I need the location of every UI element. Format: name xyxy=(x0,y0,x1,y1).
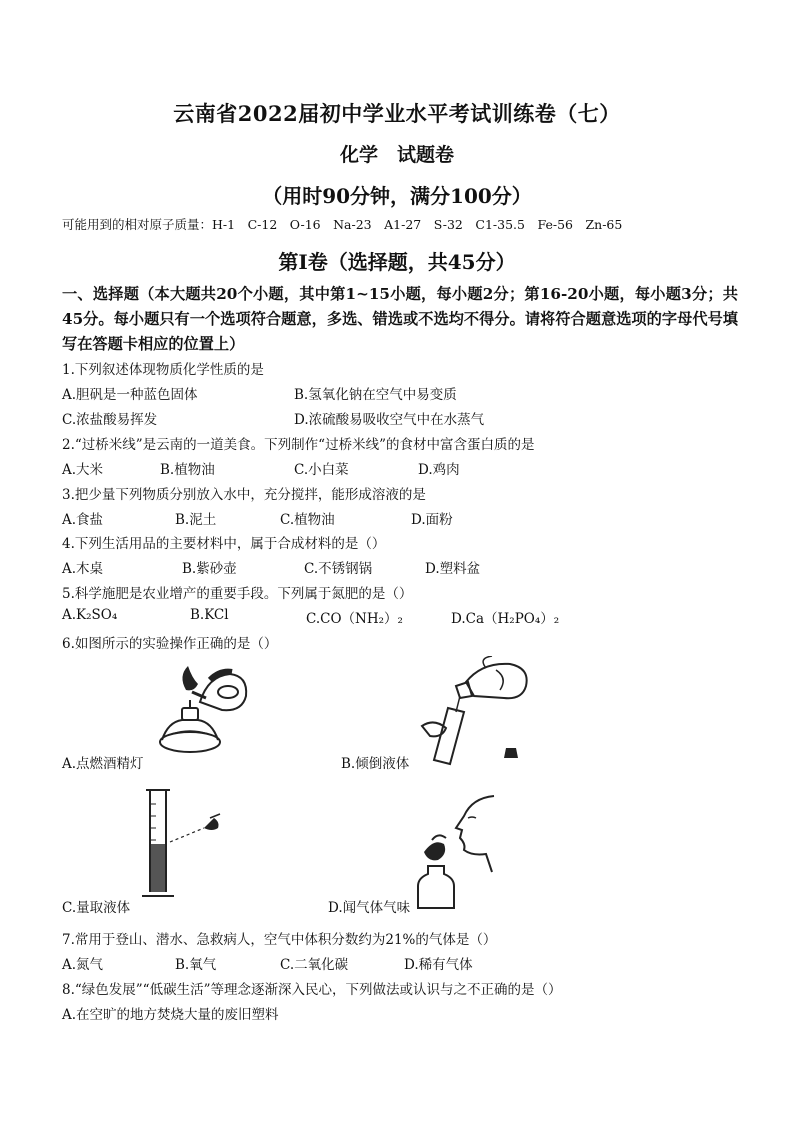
question-5-option-d: D.Ca（H₂PO₄）₂ xyxy=(451,611,560,627)
question-4-stem: 4.下列生活用品的主要材料中，属于合成材料的是（） xyxy=(62,536,386,552)
question-1-stem: 1.下列叙述体现物质化学性质的是 xyxy=(62,362,264,378)
smelling-gas-figure xyxy=(414,794,504,910)
alcohol-lamp-lighting-figure xyxy=(148,662,252,762)
question-6-stem: 6.如图所示的实验操作正确的是（） xyxy=(62,636,278,652)
question-5-option-c: C.CO（NH₂）₂ xyxy=(306,611,403,627)
section-title: 第I卷（选择题，共45分） xyxy=(278,250,516,274)
question-3-option-b: B.泥土 xyxy=(175,512,217,528)
question-1-option-a: A.胆矾是一种蓝色固体 xyxy=(62,387,198,403)
question-5-option-b: B.KCl xyxy=(190,607,229,623)
subject-title: 化学 试题卷 xyxy=(339,144,454,166)
question-5-stem: 5.科学施肥是农业增产的重要手段。下列属于氮肥的是（） xyxy=(62,586,413,602)
question-1-option-d: D.浓硫酸易吸收空气中在水蒸气 xyxy=(294,412,485,428)
question-4-option-a: A.木桌 xyxy=(62,561,104,577)
question-6-option-b: B.倾倒液体 xyxy=(341,756,410,772)
question-4-option-b: B.紫砂壶 xyxy=(182,561,237,577)
pouring-liquid-figure xyxy=(412,656,534,766)
question-6-option-c: C.量取液体 xyxy=(62,900,131,916)
question-7-option-d: D.稀有气体 xyxy=(404,957,473,973)
question-4-option-c: C.不锈钢锅 xyxy=(304,561,373,577)
question-4-option-d: D.塑料盆 xyxy=(425,561,481,577)
time-note: （用时90分钟，满分100分） xyxy=(262,184,532,208)
question-3-option-d: D.面粉 xyxy=(411,512,453,528)
question-5-option-a: A.K₂SO₄ xyxy=(62,607,118,623)
question-2-option-b: B.植物油 xyxy=(160,462,215,478)
question-8-stem: 8.“绿色发展”“低碳生活”等理念逐渐深入民心，下列做法或认识与之不正确的是（） xyxy=(62,982,562,998)
question-6-option-a: A.点燃酒精灯 xyxy=(62,756,144,772)
question-2-stem: 2.“过桥米线”是云南的一道美食。下列制作“过桥米线”的食材中富含蛋白质的是 xyxy=(62,437,535,453)
question-8-option-a: A.在空旷的地方焚烧大量的废旧塑料 xyxy=(62,1007,279,1023)
question-1-option-b: B.氢氧化钠在空气中易变质 xyxy=(294,387,457,403)
measuring-cylinder-figure xyxy=(140,788,236,900)
section-instructions: 一、选择题（本大题共20个小题，其中第1~15小题，每小题2分；第16-20小题，每小题3分；共45分。每小题只有一个选项符合题意，多选、错选或不选均不得分。请将符合题意选项的字母代号填写在答题卡相应的位置上） xyxy=(62,285,738,353)
question-7-stem: 7.常用于登山、潜水、急救病人，空气中体积分数约为21%的气体是（） xyxy=(62,932,497,948)
question-6-option-d: D.闻气体气味 xyxy=(328,900,411,916)
question-2-option-d: D.鸡肉 xyxy=(418,462,460,478)
question-7-option-b: B.氧气 xyxy=(175,957,217,973)
question-3-stem: 3.把少量下列物质分别放入水中，充分搅拌，能形成溶液的是 xyxy=(62,487,426,503)
exam-title: 云南省2022届初中学业水平考试训练卷（七） xyxy=(173,101,621,126)
question-1-option-c: C.浓盐酸易挥发 xyxy=(62,412,158,428)
question-3-option-c: C.植物油 xyxy=(280,512,335,528)
question-7-option-a: A.氮气 xyxy=(62,957,104,973)
question-3-option-a: A.食盐 xyxy=(62,512,104,528)
atomic-masses: 可能用到的相对原子质量：H-1 C-12 O-16 Na-23 A1-27 S-32 C1-35.5 Fe-56 Zn-65 xyxy=(62,217,623,232)
question-7-option-c: C.二氧化碳 xyxy=(280,957,349,973)
question-2-option-c: C.小白菜 xyxy=(294,462,349,478)
question-2-option-a: A.大米 xyxy=(62,462,104,478)
